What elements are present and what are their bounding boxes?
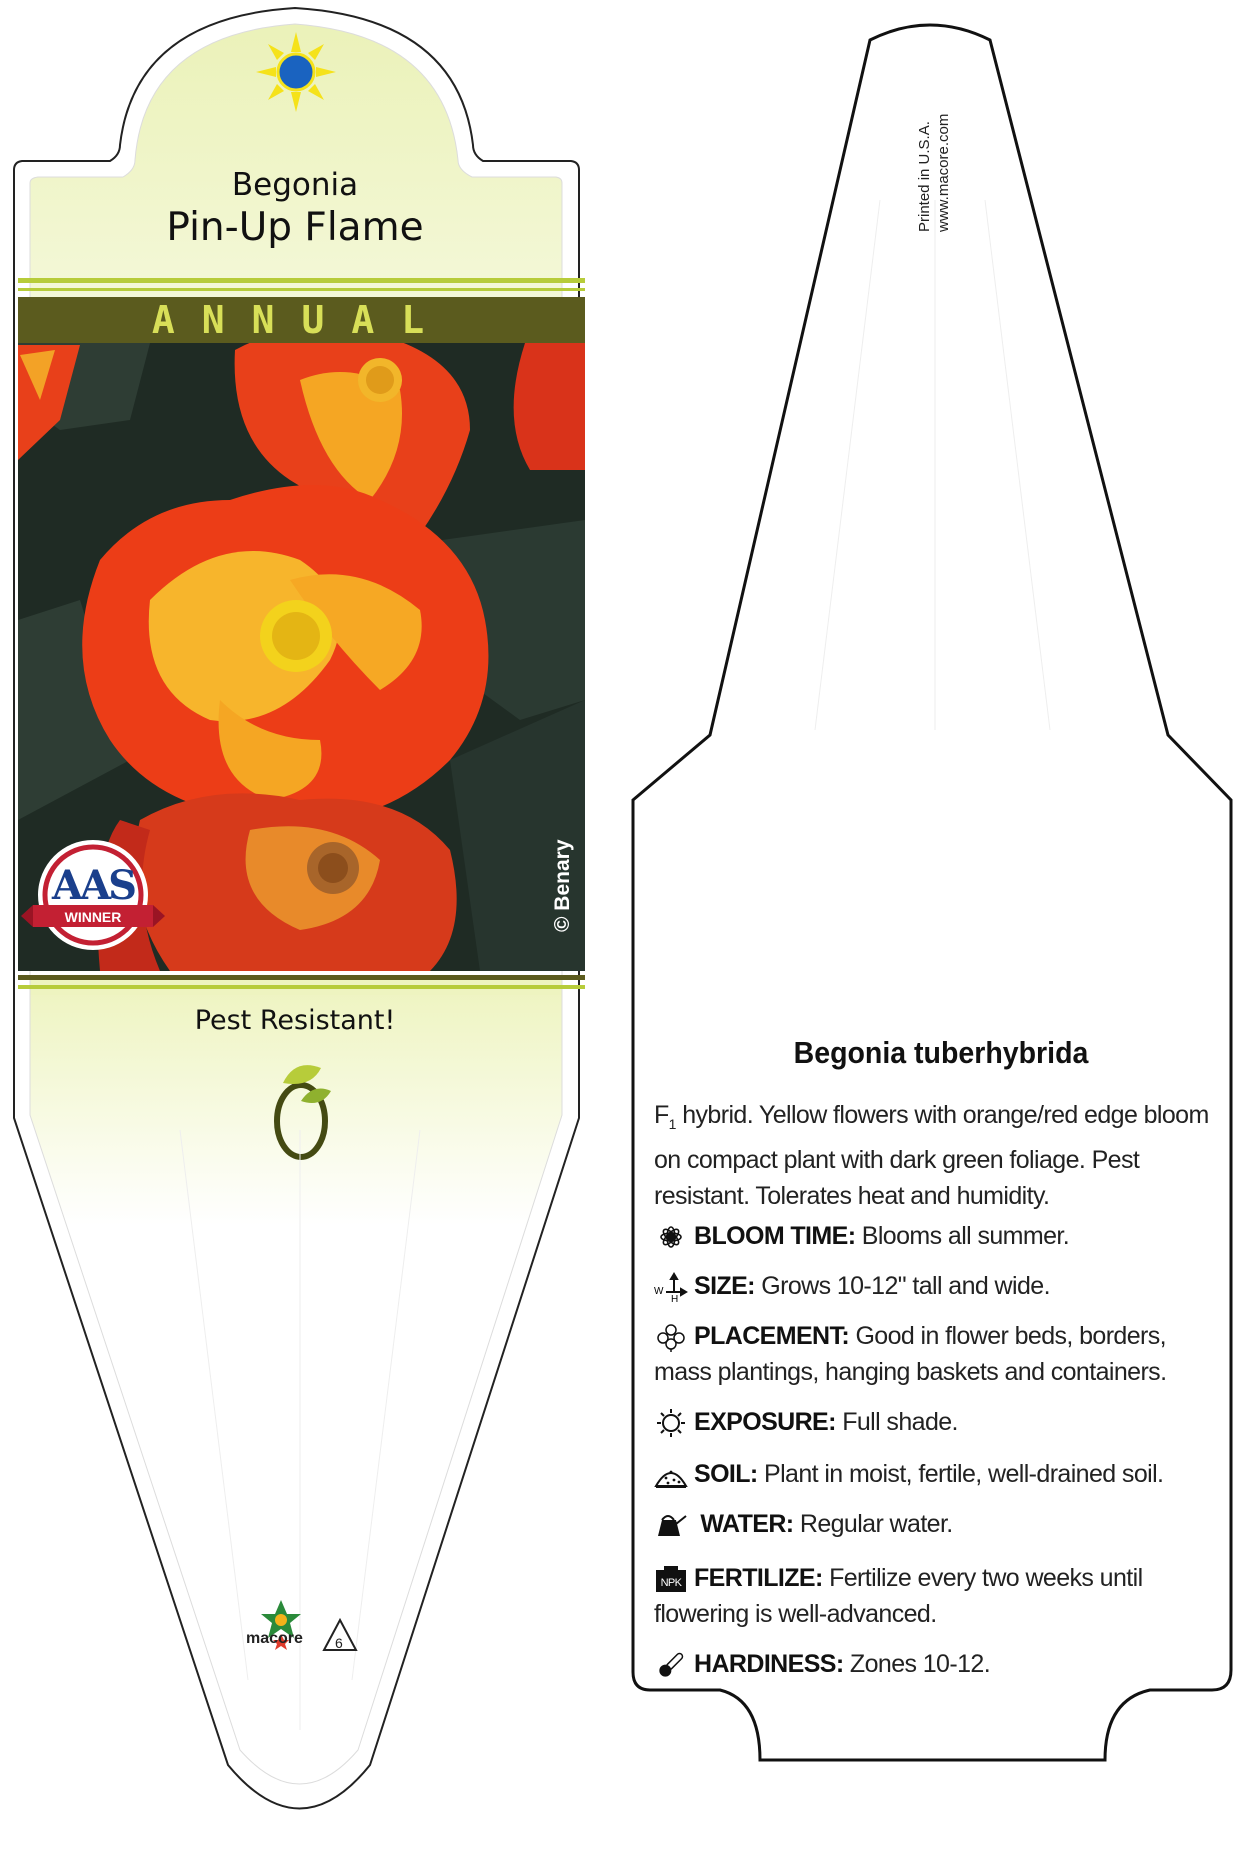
plant-type-band: ANNUAL	[18, 297, 585, 343]
watering-can-icon	[654, 1510, 688, 1540]
plant-description: $F_1$ hybrid. Yellow flowers with orange/red edge bloom on compact plant with dark green foliage. Pest resistant. Tolerates heat and humidity.	[654, 1101, 1209, 1210]
aas-badge-text: AAS	[52, 862, 134, 909]
care-soil: SOIL: Plant in moist, fertile, well-drained soil.	[654, 1456, 1214, 1492]
svg-text:H: H	[671, 1294, 678, 1303]
recycle-code: 6	[335, 1635, 343, 1651]
care-hardiness: HARDINESS: Zones 10-12.	[654, 1646, 1214, 1682]
flower-icon	[654, 1222, 688, 1252]
npk-fertilizer-icon	[654, 1564, 688, 1594]
care-water: WATER: Regular water.	[654, 1506, 1214, 1542]
care-exposure: EXPOSURE: Full shade.	[654, 1404, 1214, 1440]
plants-icon	[654, 1322, 688, 1352]
size-arrows-icon	[654, 1272, 688, 1302]
sun-icon	[256, 32, 336, 112]
front-variety: Pin-Up Flame	[166, 205, 424, 250]
full-shade-sun-icon	[654, 1408, 688, 1438]
back-tag-outline	[633, 25, 1231, 1760]
care-fertilize: NPK FERTILIZE: Fertilize every two weeks until flowering is well-advanced.	[654, 1564, 1143, 1628]
lime-rule-top	[18, 278, 585, 283]
care-placement: PLACEMENT: Good in flower beds, borders, mass plantings, hanging baskets and containers.	[654, 1322, 1167, 1386]
front-tagline: Pest Resistant!	[194, 1005, 396, 1036]
svg-text:W: W	[654, 1286, 663, 1298]
care-size: W H SIZE: Grows 10-12" tall and wide.	[654, 1268, 1214, 1304]
botanical-name: Begonia tuberhybrida	[793, 1035, 1089, 1070]
aas-badge-winner: WINNER	[64, 909, 122, 925]
care-bloom-time: BLOOM TIME: Blooms all summer.	[654, 1218, 1214, 1254]
brand-name: macore	[246, 1630, 303, 1647]
lime-rule-bottom	[18, 975, 585, 980]
svg-text:NPK: NPK	[660, 1577, 682, 1590]
printed-in: Printed in U.S.A. www.macore.com	[916, 113, 952, 232]
thermometer-icon	[654, 1650, 688, 1680]
soil-pile-icon	[654, 1460, 688, 1490]
front-genus: Begonia	[231, 167, 359, 203]
photo-credit: © Benary	[551, 839, 574, 932]
